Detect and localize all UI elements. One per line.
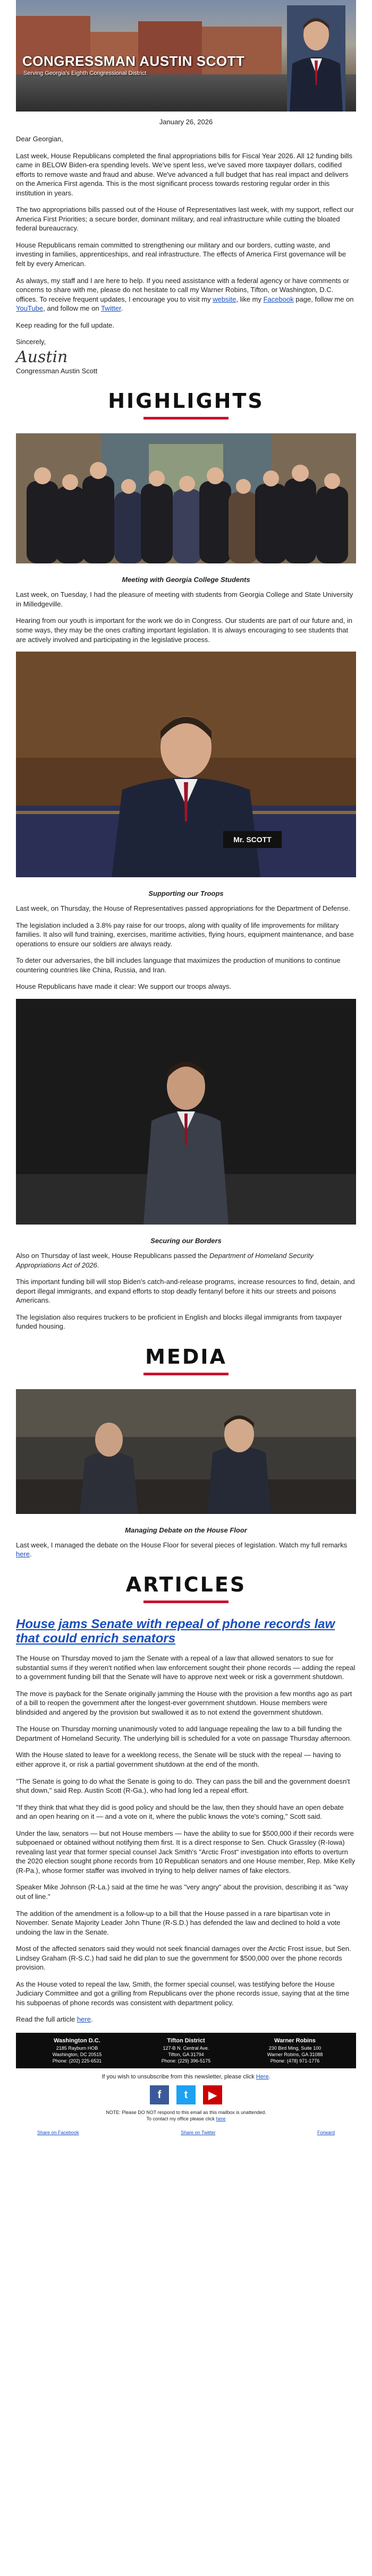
- newsletter-date: January 26, 2026: [159, 118, 213, 126]
- sincerely: Sincerely,: [16, 338, 46, 346]
- article-paragraph: Speaker Mike Johnson (R-La.) said at the time he was "very angry" about the provision, describing it as "way out of line.": [16, 1883, 349, 1901]
- header-title: CONGRESSMAN AUSTIN SCOTT: [22, 53, 245, 69]
- articles-divider: [143, 1601, 229, 1603]
- students-caption: Meeting with Georgia College Students: [122, 576, 250, 584]
- twitter-icon[interactable]: t: [176, 2085, 196, 2104]
- greeting: Dear Georgian,: [16, 135, 63, 143]
- article-paragraph: The addition of the amendment is a follow-up to a bill that the House passed in a rare bipartisan vote in November. Senate Majority Leader John Thune (R-S.D.) has defended the law and declined to hold a vote undoing the law in the Senate.: [16, 1909, 341, 1936]
- youtube-link[interactable]: YouTube: [16, 304, 44, 313]
- borders-photo: [16, 999, 356, 1225]
- bottom-links: [37, 2130, 335, 2135]
- troops-photo: [16, 652, 356, 877]
- students-photo: [16, 433, 356, 563]
- article-paragraph: The move is payback for the Senate originally jamming the House with the provision a few months ago as part of a bill to reopen the government after the longest-ever government shutdown. House members were blindsided and angered by the provision but swallowed it as to not extend the government shutdown.: [16, 1689, 352, 1716]
- office-dc: Washington D.C. 2185 Rayburn HOB Washington, DC 20515 Phone: (202) 225-6531: [52, 2038, 102, 2064]
- newsletter: [16, 0, 356, 2024]
- article-paragraph: "If they think that what they did is good policy and should be the law, then they should have an open debate and an open hearing on it — and a vote on it, where the public knows the vote's coming," Scott said.: [16, 1803, 344, 1821]
- students-paragraph-1: Last week, on Tuesday, I had the pleasure of meeting with students from Georgia College and State University in Milledgeville.: [16, 590, 353, 608]
- article-link[interactable]: here: [77, 2015, 91, 2024]
- house-floor-caption: Managing Debate on the House Floor: [125, 1526, 247, 1534]
- intro-paragraph-3: House Republicans remain committed to strengthening our military and our borders, cutting waste, and investing in families, apprenticeships, and real infrastructure. The effects of America First governance will be felt by every American.: [16, 241, 346, 268]
- media-heading: MEDIA: [145, 1345, 227, 1368]
- remarks-link[interactable]: here: [16, 1550, 30, 1559]
- youtube-icon[interactable]: ▶: [203, 2085, 222, 2104]
- facebook-link[interactable]: Facebook: [263, 295, 294, 303]
- contact-link[interactable]: here: [216, 2116, 226, 2121]
- article-paragraph: Under the law, senators — but not House members — have the ability to sue for $500,000 if their records were subpoenaed or obtained without notifying them first. It is a direct response to Sen. Chuck Grassley (R-Iowa) revealing last year that former special counsel Jack Smith's "Arctic Frost" investigation into efforts to overturn the 2020 election sought phone records from 10 Republican senators and one House member, Rep. Mike Kelly (R-Pa.), whose former staffer was involved in trying to help deliver names of fake electors.: [16, 1829, 356, 1875]
- article-paragraph: With the House slated to leave for a weeklong recess, the Senate will be stuck with the repeal — having to either approve it, or risk a partial government shutdown at the end of the month.: [16, 1751, 341, 1768]
- article-paragraph: The House on Thursday moved to jam the Senate with a repeal of a law that allowed senators to sue for substantial sums if they weren't notified when law enforcement sought their phone records — adding the repeal to a government funding bill that the Senate will have to approve next week or risk a government shutdown.: [16, 1654, 356, 1681]
- troops-paragraph-2: The legislation included a 3.8% pay raise for our troops, along with quality of life improvements for military families. It also will fund training, exercises, maritime activities, flying hours, equipment maintenance, and base operations to ensure our soldiers are always ready.: [16, 921, 354, 948]
- intro-paragraph-4: As always, my staff and I are here to help. If you need assistance with a federal agency or have comments or concerns to share with me, please do not hesitate to call my Warner Robins, Tifton, or Washington, D.C. offices. To receive frequent updates, I encourage you to visit my website, like my Facebook page, follow me on YouTube, and follow me on Twitter.: [16, 276, 354, 313]
- footer-note: NOTE: Please DO NOT respond to this email as this mailbox is unattended. To contact my office please click here: [106, 2110, 266, 2121]
- articles-heading: ARTICLES: [125, 1572, 247, 1596]
- social-icons: [0, 2085, 372, 2104]
- borders-paragraph-1: Also on Thursday of last week, House Republicans passed the Department of Homeland Security Appropriations Act of 2026.: [16, 1251, 314, 1269]
- article-paragraph: "The Senate is going to do what the Senate is going to do. They can pass the bill and the government doesn't shut down," said Rep. Austin Scott (R-Ga.), who had long led a repeal effort.: [16, 1777, 350, 1795]
- twitter-link[interactable]: Twitter: [100, 304, 121, 313]
- borders-caption: Securing our Borders: [150, 1236, 222, 1245]
- header-subtitle: Serving Georgia's Eighth Congressional District: [23, 70, 147, 76]
- students-paragraph-2: Hearing from our youth is important for the work we do in Congress. Our students are part of our future and, in some ways, they may be the ones crafting important legislation. It is always encouraging to see students that are actively involved and participating in the legislative process.: [16, 617, 352, 644]
- media-divider: [143, 1373, 229, 1375]
- share-facebook-link[interactable]: Share on Facebook: [37, 2129, 79, 2135]
- intro-paragraph-1: Last week, House Republicans completed the final appropriations bills for Fiscal Year 2026. All 12 funding bills came in BELOW Biden-era spending levels. We've spent less, we've saved more taxpayer dollars, codified efforts to remove waste and fraud and abuse. We've advanced a full budget that has real impact and delivers on the America First agenda. This is the most significant process towards restoring regular order in this institution in years.: [16, 151, 353, 197]
- article-paragraph: As the House voted to repeal the law, Smith, the former special counsel, was testifying before the House Judiciary Committee and got a grilling from Republicans over the phone records issue, saying that at the time his subpoenas of phone records was consistent with department policy.: [16, 1980, 350, 2007]
- website-link[interactable]: website: [213, 295, 236, 303]
- highlights-heading: HIGHLIGHTS: [108, 389, 264, 413]
- intro-paragraph-2: The two appropriations bills passed out of the House of Representatives last week, with my support, reflect our America First Priorities; a secure border, dominant military, and real infrastructure while cutting the bloated federal bureaucracy.: [16, 206, 354, 233]
- borders-paragraph-3: The legislation also requires truckers to be proficient in English and blocks illegal immigrants from taxpayer funded housing.: [16, 1313, 342, 1331]
- troops-paragraph-1: Last week, on Thursday, the House of Representatives passed appropriations for the Department of Defense.: [16, 904, 350, 913]
- media-paragraph: Last week, I managed the debate on the House Floor for several pieces of legislation. Watch my full remarks here.: [16, 1541, 348, 1559]
- borders-paragraph-2: This important funding bill will stop Biden's catch-and-release programs, increase resources to find, detain, and deport illegal immigrants, and expand efforts to stop deadly fentanyl before it hits our streets and poisons Americans.: [16, 1278, 355, 1305]
- article-body: [16, 1654, 356, 2007]
- troops-paragraph-3: To deter our adversaries, the bill includes language that maximizes the production of munitions to continue countering countries like China, Russia, and Iran.: [16, 956, 341, 974]
- house-floor-photo: [16, 1389, 356, 1514]
- article-paragraph: The House on Thursday morning unanimously voted to add language repealing the law to a bill funding the Department of Homeland Security. The underlying bill is scheduled for a vote on passage Thursday afternoon.: [16, 1725, 352, 1742]
- unsubscribe-line: If you wish to unsubscribe from this newsletter, please click Here.: [102, 2074, 270, 2081]
- unsubscribe-link[interactable]: Here: [256, 2074, 269, 2081]
- office-warner-robins: Warner Robins 230 Bird Ming, Suite 100 Warner Robins, GA 31088 Phone: (478) 971-1776: [267, 2038, 323, 2064]
- keep-reading: Keep reading for the full update.: [16, 321, 115, 329]
- header-banner: [16, 0, 356, 112]
- signer-name: Congressman Austin Scott: [16, 366, 98, 375]
- office-tifton: Tifton District 127-B N. Central Ave. Tifton, GA 31794 Phone: (229) 396-5175: [161, 2038, 211, 2064]
- troops-paragraph-4: House Republicans have made it clear: We support our troops always.: [16, 982, 232, 991]
- article-paragraph: Most of the affected senators said they would not seek financial damages over the Arctic Frost issue, but Sen. Lindsey Graham (R-S.C.) had said he did plan to sue the government for $500,000 over the phone records provision.: [16, 1945, 351, 1972]
- share-twitter-link[interactable]: Share on Twitter: [181, 2129, 216, 2135]
- read-more: Read the full article here.: [16, 2015, 93, 2024]
- troops-caption: Supporting our Troops: [148, 889, 224, 898]
- office-footer: [16, 2033, 356, 2068]
- highlights-divider: [143, 417, 229, 420]
- congressman-portrait: [287, 5, 345, 112]
- forward-link[interactable]: Forward: [317, 2129, 335, 2135]
- article-headline[interactable]: House jams Senate with repeal of phone records law that could enrich senators: [16, 1616, 335, 1646]
- facebook-icon[interactable]: f: [150, 2085, 169, 2104]
- signature: Austin: [16, 347, 68, 366]
- nameplate-text: Mr. SCOTT: [233, 835, 272, 844]
